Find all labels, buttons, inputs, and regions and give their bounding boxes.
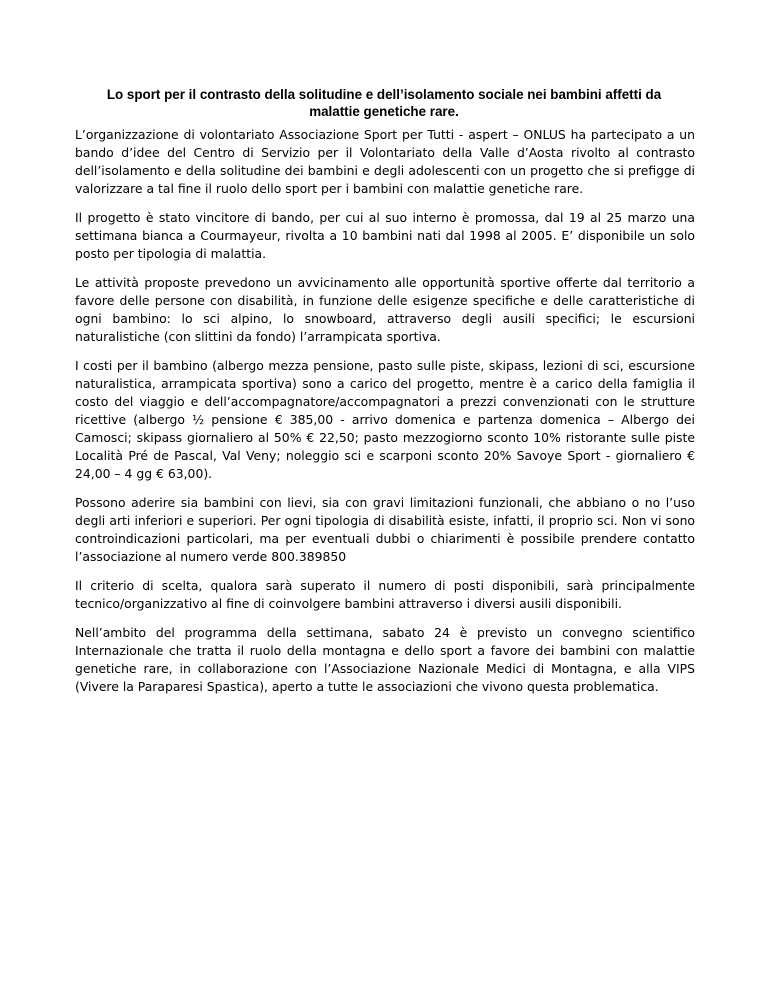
paragraph-7: Nell’ambito del programma della settimana, sabato 24 è previsto un convegno scientifico Internazionale che tratta il ruolo della montagna e dello sport a favore dei bambini con malattie genetiche rare, in collaborazione con l’Associazione Nazionale Medici di Montagna, e alla VIPS (Vivere la Paraparesi Spastica), aperto a tutte le associazioni che vivono questa problematica. <box>75 625 695 694</box>
document-body <box>75 126 695 707</box>
paragraph-2: Il progetto è stato vincitore di bando, per cui al suo interno è promossa, dal 19 al 25 marzo una settimana bianca a Courmayeur, rivolta a 10 bambini nati dal 1998 al 2005. E’ disponibile un solo posto per tipologia di malattia. <box>75 210 695 261</box>
paragraph-5: Possono aderire sia bambini con lievi, sia con gravi limitazioni funzionali, che abbiano o no l’uso degli arti inferiori e superiori. Per ogni tipologia di disabilità esiste, infatti, il proprio sci. Non vi sono controindicazioni particolari, ma per eventuali dubbi o chiarimenti è possibile prendere contatto l’associazione al numero verde 800.389850 <box>75 495 695 564</box>
paragraph-6: Il criterio di scelta, qualora sarà superato il numero di posti disponibili, sarà principalmente tecnico/organizzativo al fine di coinvolgere bambini attraverso i diversi ausili disponibili. <box>75 578 695 611</box>
paragraph-3: Le attività proposte prevedono un avvicinamento alle opportunità sportive offerte dal territorio a favore delle persone con disabilità, in funzione delle esigenze specifiche e delle caratteristiche di ogni bambino: lo sci alpino, lo snowboard, attraverso degli ausili specifici; le escursioni naturalistiche (con slittini da fondo) l’arrampicata sportiva. <box>75 275 695 344</box>
paragraph-1: L’organizzazione di volontariato Associazione Sport per Tutti - aspert – ONLUS ha partecipato a un bando d’idee del Centro di Servizio per il Volontariato della Valle d’Aosta rivolto al contrasto dell’isolamento e della solitudine dei bambini e degli adolescenti con un progetto che si prefigge di valorizzare a tal fine il ruolo dello sport per i bambini con malattie genetiche rare. <box>75 127 695 196</box>
document-title: Lo sport per il contrasto della solitudine e dell’isolamento sociale nei bambini affetti da malattie genetiche rare. <box>106 87 662 119</box>
paragraph-4: I costi per il bambino (albergo mezza pensione, pasto sulle piste, skipass, lezioni di sci, escursione naturalistica, arrampicata sportiva) sono a carico del progetto, mentre è a carico della famiglia il costo del viaggio e dell’accompagnatore/accompagnatori a prezzi convenzionati con le strutture ricettive (albergo ½ pensione € 385,00 - arrivo domenica e partenza domenica – Albergo dei Camosci; skipass giornaliero al 50% € 22,50; pasto mezzogiorno sconto 10% ristorante sulle piste Località Pré de Pascal, Val Veny; noleggio sci e scarponi sconto 20% Savoye Sport - giornaliero € 24,00 – 4 gg € 63,00). <box>75 358 695 481</box>
